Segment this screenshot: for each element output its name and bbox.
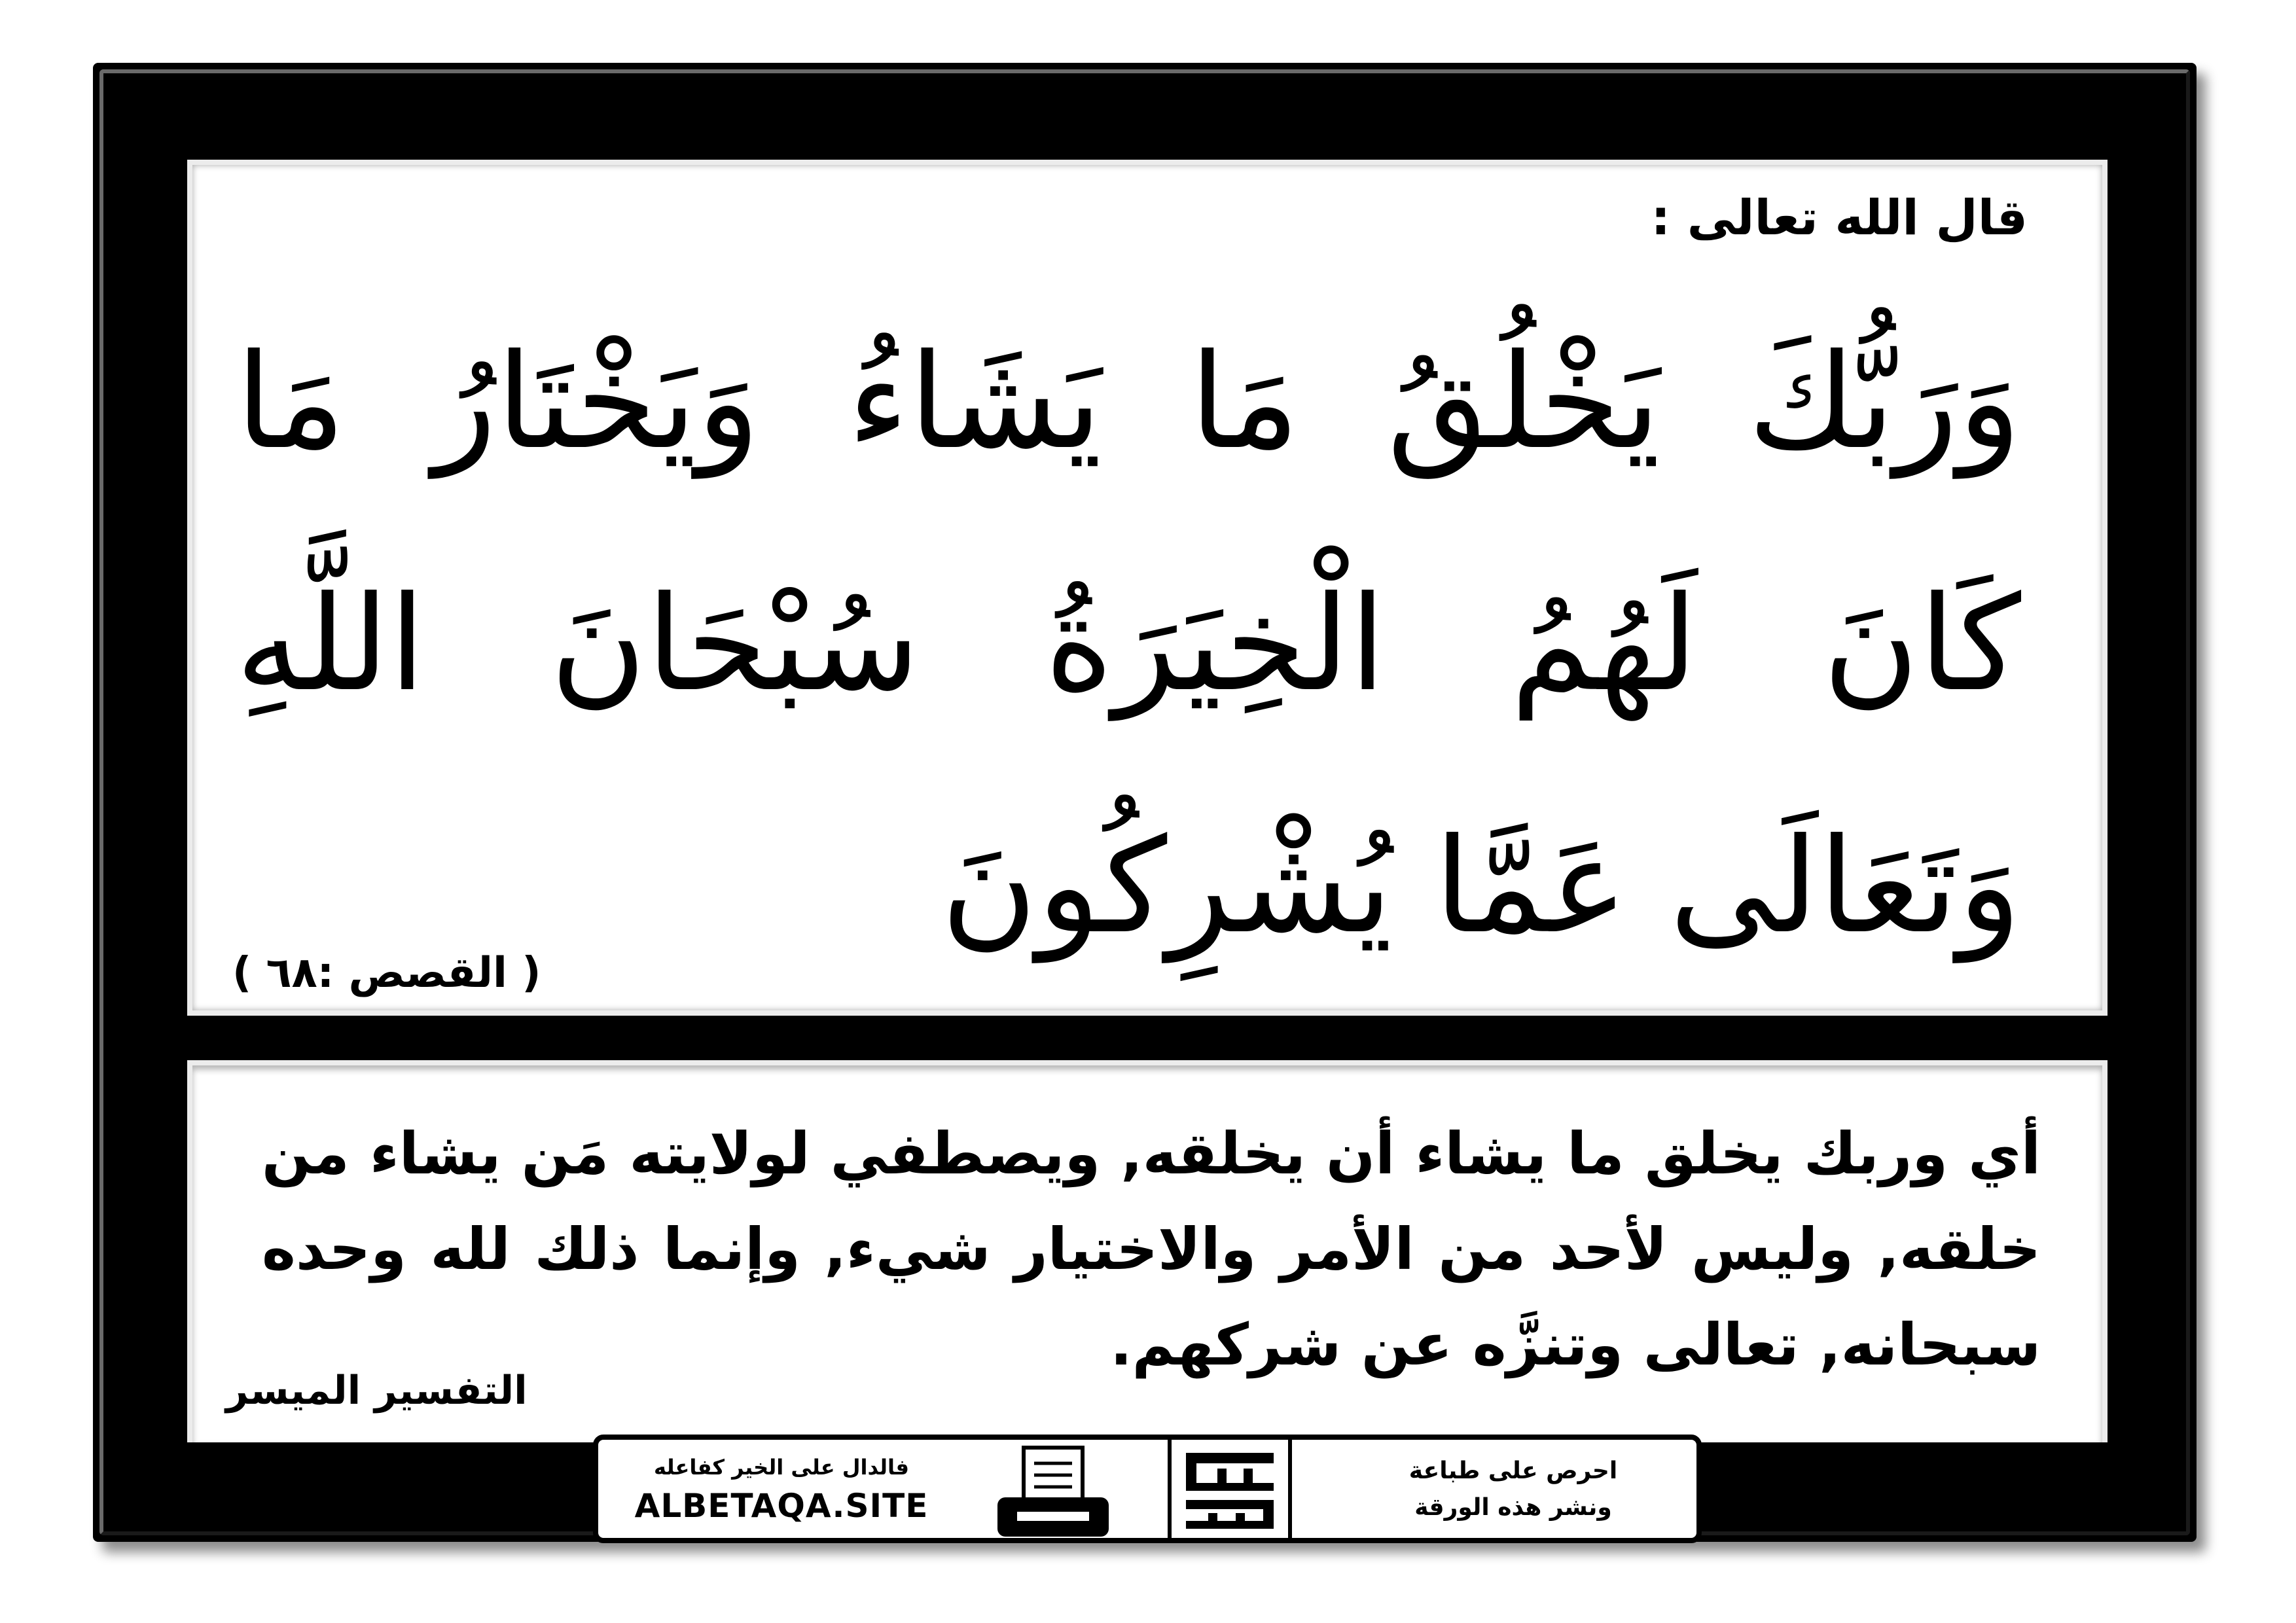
printer-icon — [991, 1444, 1115, 1542]
verse-intro: قال الله تعالى : — [1651, 190, 2028, 246]
site-link[interactable]: ALBETAQA.SITE — [634, 1487, 929, 1525]
logo-icon — [1168, 1440, 1292, 1538]
tafsir-source: التفسير الميسر — [226, 1368, 528, 1414]
footer-call-to-action — [1350, 1453, 1677, 1526]
footer-bar — [593, 1435, 1702, 1543]
footer-slogan: فالدال على الخير كفاعله — [654, 1455, 909, 1480]
tafsir-text: أي وربك يخلق ما يشاء أن يخلقه, ويصطفي لولايته مَن يشاء من خلقه, وليس لأحد من الأمر والاختيار شيء, وإنما ذلك لله وحده سبحانه, تعالى وتنزَّه عن شركهم. — [262, 1120, 2041, 1378]
footer-site-block — [618, 1452, 945, 1529]
quran-verse: وَرَبُّكَ يَخْلُقُ مَا يَشَاءُ وَيَخْتَارُ مَا كَانَ لَهُمُ الْخِيَرَةُ سُبْحَانَ اللَّهِ وَتَعَالَى عَمَّا يُشْرِكُونَ — [236, 326, 2021, 963]
call-line-2: ونشر هذه الورقة — [1414, 1494, 1612, 1521]
verse-reference: ( القصص :٦٨ ) — [232, 949, 541, 997]
call-line-1: احرص على طباعة — [1408, 1457, 1618, 1484]
